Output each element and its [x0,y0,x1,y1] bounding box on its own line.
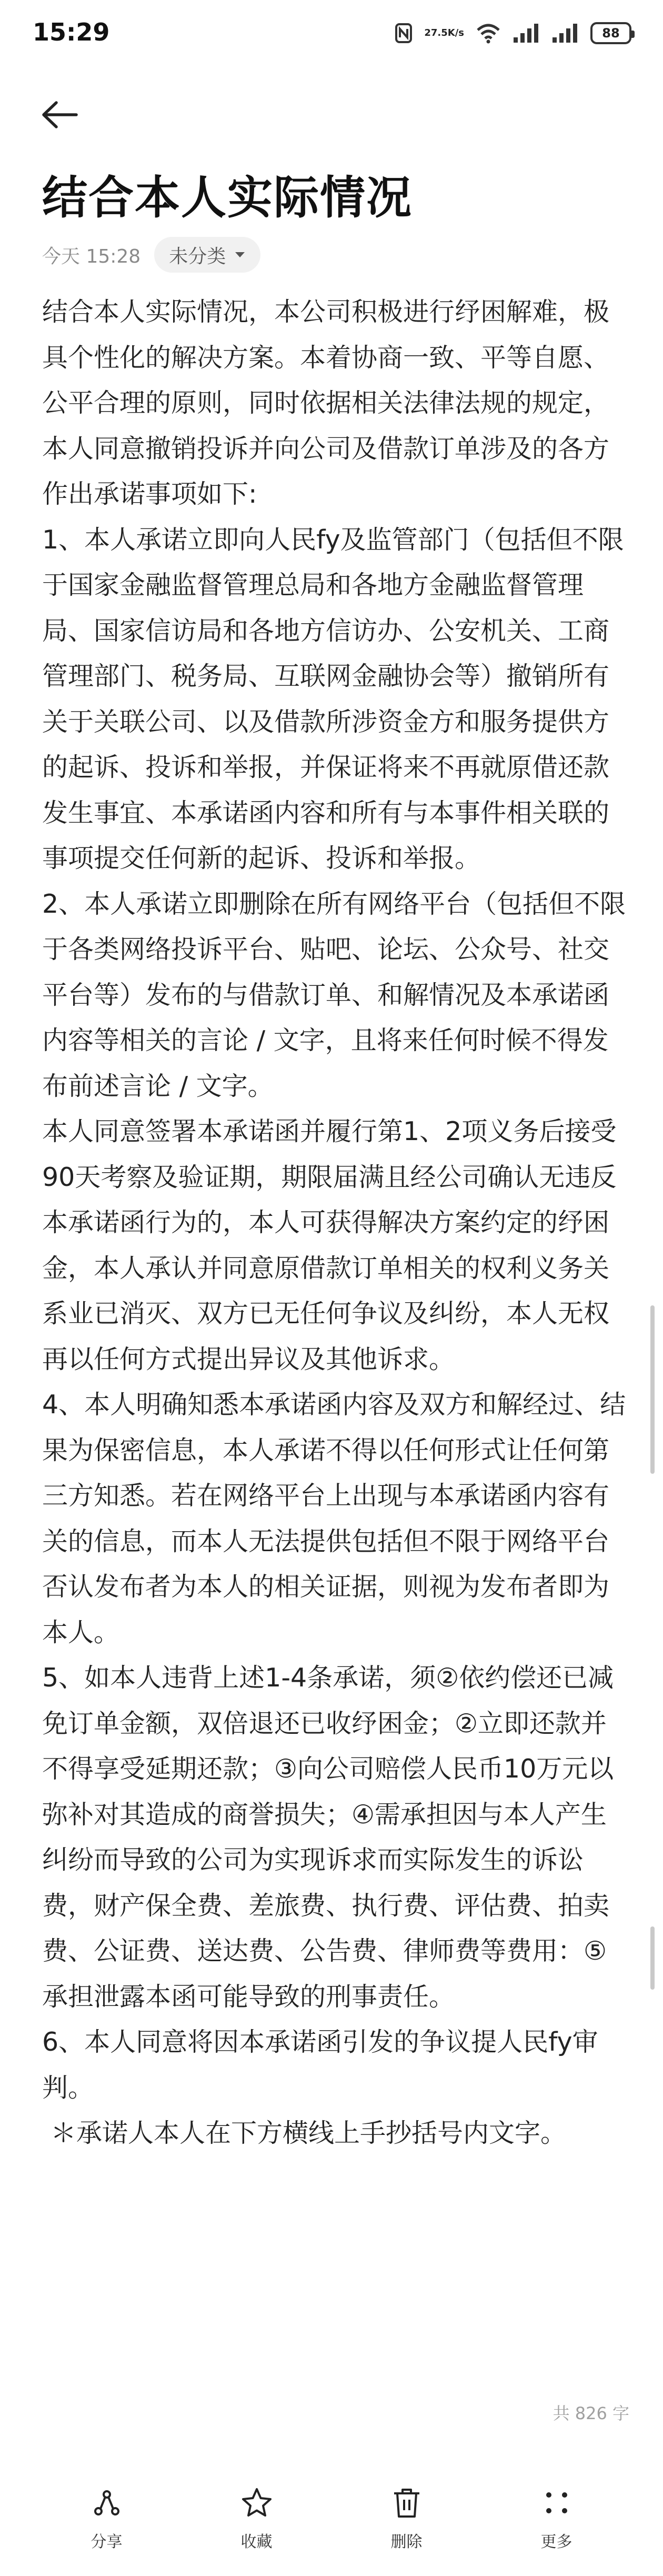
more-dots-icon [538,2484,575,2521]
note-meta [42,237,260,273]
category-dropdown[interactable] [154,237,260,273]
delete-button[interactable] [354,2484,459,2552]
paragraph-4: 4、本人明确知悉本承诺函内容及双方和解经过、结果为保密信息，本人承诺不得以任何形式让任何第三方知悉。若在网络平台上出现与本承诺函内容有关的信息，而本人无法提供包括但不限于网络平台否认发布者为本人的相关证据，则视为发布者即为本人。 [42,1390,626,1648]
bottom-toolbar [0,2484,663,2576]
net-speed [424,28,464,38]
net-speed-value: 27.5 [424,27,448,38]
status-bar [0,0,663,74]
back-arrow-icon [42,101,78,129]
paragraph-3: 本人同意签署本承诺函并履行第1、2项义务后接受90天考察及验证期，期限届满且经公司确认无违反本承诺函行为的，本人可获得解决方案约定的纾困金，本人承认并同意原借款订单相关的权利义务关系业已消灭、双方已无任何争议及纠纷，本人无权再以任何方式提出异议及其他诉求。 [42,1116,617,1374]
share-icon [88,2484,125,2521]
paragraph-5: 5、如本人违背上述1-4条承诺，须②依约偿还已减免订单金额，双倍退还已收纾困金；②立即还款并不得享受延期还款；③向公司赔偿人民币10万元以弥补对其造成的商誉损失；④需承担因与本人产生纠纷而导致的公司为实现诉求而实际发生的诉讼费，财产保全费、差旅费、执行费、评估费、拍卖费、公证费、送达费、公告费、律师费等费用：⑤承担泄露本函可能导致的刑事责任。 [42,1663,614,2012]
trash-icon [388,2484,425,2521]
note-title[interactable]: 结合本人实际情况 [42,172,413,224]
back-button[interactable] [39,94,81,136]
paragraph-6: 6、本人同意将因本承诺函引发的争议提人民fy审判。 [42,2027,598,2103]
category-label: 未分类 [169,245,226,267]
battery-indicator: 88 [590,22,631,44]
share-label: 分享 [91,2533,123,2551]
status-icons [395,20,631,46]
caret-down-icon [234,251,246,258]
net-speed-unit: K/s [447,27,464,38]
scrollbar-thumb-secondary[interactable] [650,1926,655,1990]
signal-icon [513,23,540,44]
favorite-button[interactable] [204,2484,309,2552]
paragraph-note: ＊承诺人本人在下方横线上手抄括号内文字。 [51,2118,567,2148]
nfc-icon [395,23,413,44]
paragraph-1: 1、本人承诺立即向人民fy及监管部门（包括但不限于国家金融监督管理总局和各地方金融监督管理局、国家信访局和各地方信访办、公安机关、工商管理部门、税务局、互联网金融协会等）撤销所有关于关联公司、以及借款所涉资金方和服务提供方的起诉、投诉和举报，并保证将来不再就原借还款发生事宜、本承诺函内容和所有与本事件相关联的事项提交任何新的起诉、投诉和举报。 [42,524,624,873]
status-time: 15:29 [33,18,110,46]
signal-icon-2 [551,23,579,44]
paragraph-2: 2、本人承诺立即删除在所有网络平台（包括但不限于各类网络投诉平台、贴吧、论坛、公众号、社交平台等）发布的与借款订单、和解情况及本承诺函内容等相关的言论 / 文字，且将来任何时候不得发布前述言论 / 文字。 [42,888,626,1101]
delete-label: 删除 [390,2533,423,2551]
note-body[interactable] [42,289,626,2156]
wifi-icon [476,23,501,44]
word-count: 共 826 字 [552,2403,629,2423]
more-label: 更多 [540,2533,572,2551]
share-button[interactable] [54,2484,159,2552]
note-date: 今天 15:28 [42,245,141,267]
more-button[interactable] [504,2484,609,2552]
favorite-label: 收藏 [240,2533,273,2551]
paragraph-intro: 结合本人实际情况，本公司积极进行纾困解难，极具个性化的解决方案。本着协商一致、平等自愿、公平合理的原则，同时依据相关法律法规的规定，本人同意撤销投诉并向公司及借款订单涉及的各方作出承诺事项如下: [42,297,610,509]
scrollbar-thumb[interactable] [650,1305,655,1474]
star-icon [238,2484,275,2521]
